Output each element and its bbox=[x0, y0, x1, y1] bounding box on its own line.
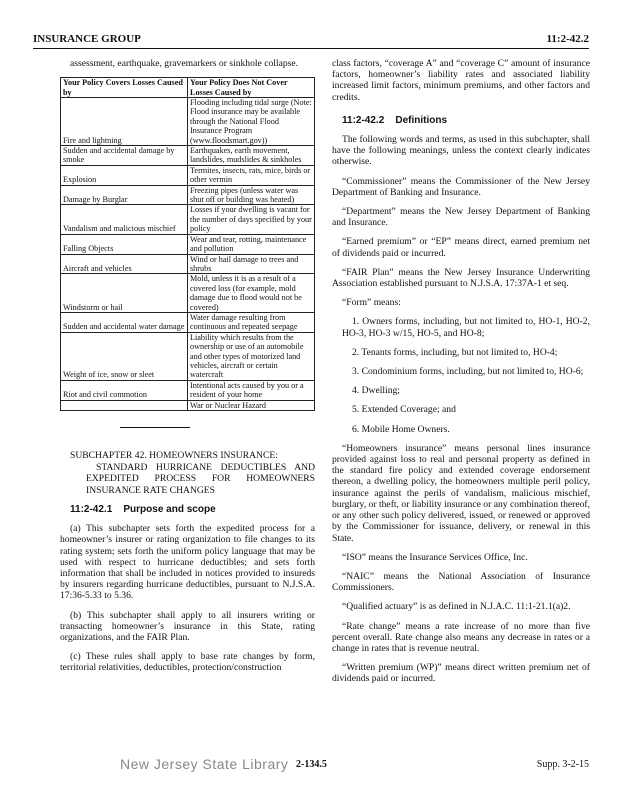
subchapter-title bbox=[60, 450, 315, 496]
table-row bbox=[61, 254, 315, 274]
table-row bbox=[61, 234, 315, 254]
supplement-date: Supp. 3-2-15 bbox=[536, 759, 589, 770]
table-cell-covered: Falling Objects bbox=[61, 234, 188, 254]
definition-paragraph: “Rate change” means a rate increase of no more than five percent overall. Rate change also means any decrease in rates or a change in rates that is revenue neutral. bbox=[332, 620, 590, 654]
section-number: 11:2-42.2 bbox=[342, 114, 385, 126]
table-cell-covered: Aircraft and vehicles bbox=[61, 254, 188, 274]
continued-text: class factors, “coverage A” and “coverage C” amount of insurance factors, homeowner’s liability rates and associated liability increased limit factors, minimum premiums, and other factors and credits. bbox=[332, 58, 590, 103]
form-list-item: 5. Extended Coverage; and bbox=[352, 404, 456, 416]
section-number: 11:2-42.1 bbox=[70, 504, 113, 516]
table-cell-not-covered: Intentional acts caused by you or a resident of your home bbox=[188, 380, 315, 400]
subchapter-title-line1: SUBCHAPTER 42. HOMEOWNERS INSURANCE: bbox=[70, 450, 278, 462]
table-cell-covered: Damage by Burglar bbox=[61, 185, 188, 205]
section-heading-definitions bbox=[332, 115, 590, 126]
running-header bbox=[33, 30, 589, 49]
intro-text: assessment, earthquake, gravemarkers or sinkhole collapse. bbox=[70, 58, 299, 69]
page-footer bbox=[0, 756, 619, 776]
table-row bbox=[61, 332, 315, 380]
section-title: Purpose and scope bbox=[123, 504, 216, 516]
table-cell-covered: Riot and civil commotion bbox=[61, 380, 188, 400]
paragraph: (b) This subchapter shall apply to all insurers writing or transacting homeowner’s insurance in this State, rating organizations, and the FAIR Plan. bbox=[60, 609, 315, 644]
table-row bbox=[61, 98, 315, 146]
table-cell-not-covered: Losses if your dwelling is vacant for the number of days specified by your policy bbox=[188, 205, 315, 234]
form-list-item: 1. Owners forms, including, but not limited to, HO-1, HO-2, HO-3, HO-3 w/15, HO-5, and HO-8; bbox=[342, 316, 590, 339]
table-cell-not-covered: Freezing pipes (unless water was shut off or building was heated) bbox=[188, 185, 315, 205]
table-header-row bbox=[61, 78, 315, 98]
table-cell-not-covered: Flooding including tidal surge (Note: Flood insurance may be available through the National Flood Insurance Program (www.floodsmart.gov)) bbox=[188, 98, 315, 146]
definitions-intro: The following words and terms, as used in this subchapter, shall have the following meanings, unless the context clearly indicates otherwise. bbox=[332, 134, 590, 168]
paragraph: (a) This subchapter sets forth the expedited process for a homeowner’s insurer or rating organization to file changes to its rating system; sets forth the uniform policy language that may be used with respect to hurricane deductibles; and sets forth information that shall be included in notices provided to insureds by insurers regarding hurricane deductibles, pursuant to N.J.S.A. 17:36-5.33 to 5.36. bbox=[60, 523, 315, 602]
definition-paragraph: “ISO” means the Insurance Services Office, Inc. bbox=[342, 551, 528, 563]
table-cell-not-covered: Termites, insects, rats, mice, birds or other vermin bbox=[188, 165, 315, 185]
table-row bbox=[61, 274, 315, 313]
definition-paragraph: “Written premium (WP)” means direct written premium net of dividends paid or incurred. bbox=[332, 662, 590, 685]
table-cell-covered: Sudden and accidental damage by smoke bbox=[61, 146, 188, 166]
table-row bbox=[61, 165, 315, 185]
table-cell-not-covered: Wind or hail damage to trees and shrubs bbox=[188, 254, 315, 274]
table-cell-covered: Vandalism and malicious mischief bbox=[61, 205, 188, 234]
definition-paragraph: “Earned premium” or “EP” means direct, earned premium net of dividends paid or incurred. bbox=[332, 236, 590, 259]
library-watermark: New Jersey State Library bbox=[120, 756, 289, 772]
definition-paragraph: “FAIR Plan” means the New Jersey Insurance Underwriting Association established pursuant to N.J.S.A. 17:37A-1 et seq. bbox=[332, 266, 590, 290]
definition-paragraph: “Commissioner” means the Commissioner of the New Jersey Department of Banking and Insurance. bbox=[332, 175, 590, 198]
form-list-item: 2. Tenants forms, including, but not limited to, HO-4; bbox=[352, 346, 558, 358]
table-cell-covered: Fire and lightning bbox=[61, 98, 188, 146]
form-list-item: 3. Condominium forms, including, but not limited to, HO-6; bbox=[352, 366, 584, 378]
table-cell-covered: Windstorm or hail bbox=[61, 274, 188, 313]
definition-paragraph: “Homeowners insurance” means personal lines insurance provided against loss to real and personal property as defined in the standard fire policy and extended coverage endorsement thereon, a dwelling policy, the homeowners multiple peril policy, insurance against the perils of vandalism, malicious mischief, burglary, or theft, or liability insurance or any combination thereof, or any other such policy delivered, issued, or renewed or approved by the Commissioner for issuance, delivery, or renewal in this State. bbox=[332, 442, 590, 544]
table-row bbox=[61, 380, 315, 400]
table-row bbox=[61, 146, 315, 166]
definitions-group-b bbox=[332, 443, 590, 685]
table-row bbox=[61, 400, 315, 410]
table-cell-not-covered: Wear and tear, rotting, maintenance and pollution bbox=[188, 234, 315, 254]
header-group-name: INSURANCE GROUP bbox=[33, 33, 141, 45]
table-cell-not-covered: Earthquakes, earth movement, landslides, mudslides & sinkholes bbox=[188, 146, 315, 166]
table-cell-not-covered: Liability which results from the ownership or use of an automobile and other types of motorized land vehicles, aircraft or certain watercraft bbox=[188, 332, 315, 380]
definition-paragraph: “Qualified actuary” is as defined in N.J.A.C. 11:1-21.1(a)2. bbox=[342, 601, 571, 613]
table-row bbox=[61, 205, 315, 234]
form-list bbox=[332, 316, 590, 434]
form-list-item: 6. Mobile Home Owners. bbox=[352, 423, 450, 435]
table-cell-not-covered: Mold, unless it is as a result of a covered loss (for example, mold damage due to flood would not be covered) bbox=[188, 274, 315, 313]
right-column bbox=[332, 58, 590, 693]
table-cell-not-covered: Water damage resulting from continuous and repeated seepage bbox=[188, 312, 315, 332]
coverage-table bbox=[60, 77, 315, 411]
table-cell-covered bbox=[61, 400, 188, 410]
section-divider bbox=[120, 427, 190, 428]
table-cell-covered: Sudden and accidental water damage bbox=[61, 312, 188, 332]
table-row bbox=[61, 185, 315, 205]
definition-paragraph: “Department” means the New Jersey Department of Banking and Insurance. bbox=[332, 206, 590, 229]
definitions-group-a bbox=[332, 176, 590, 309]
header-section-number: 11:2-42.2 bbox=[546, 33, 589, 45]
table-body bbox=[61, 98, 315, 411]
section-heading-purpose bbox=[60, 504, 315, 515]
paragraph: (c) These rules shall apply to base rate changes by form, territorial relativities, deductibles, protection/construction bbox=[60, 651, 315, 674]
page-number: 2-134.5 bbox=[296, 759, 327, 770]
table-header-covers: Your Policy Covers Losses Caused by bbox=[61, 78, 188, 98]
table-cell-covered: Weight of ice, snow or sleet bbox=[61, 332, 188, 380]
left-column bbox=[60, 58, 315, 682]
table-header-not-covers: Your Policy Does Not Cover Losses Caused by bbox=[188, 78, 315, 98]
table-cell-covered: Explosion bbox=[61, 165, 188, 185]
section-title: Definitions bbox=[395, 114, 448, 126]
table-cell-not-covered: War or Nuclear Hazard bbox=[188, 400, 315, 410]
definition-paragraph: “NAIC” means the National Association of Insurance Commissioners. bbox=[332, 570, 590, 594]
subchapter-title-line2: STANDARD HURRICANE DEDUCTIBLES AND EXPEDITED PROCESS FOR HOMEOWNERS INSURANCE RATE CHANGES bbox=[86, 461, 315, 496]
table-row bbox=[61, 312, 315, 332]
form-list-item: 4. Dwelling; bbox=[352, 385, 400, 397]
definition-paragraph: “Form” means: bbox=[342, 297, 401, 309]
